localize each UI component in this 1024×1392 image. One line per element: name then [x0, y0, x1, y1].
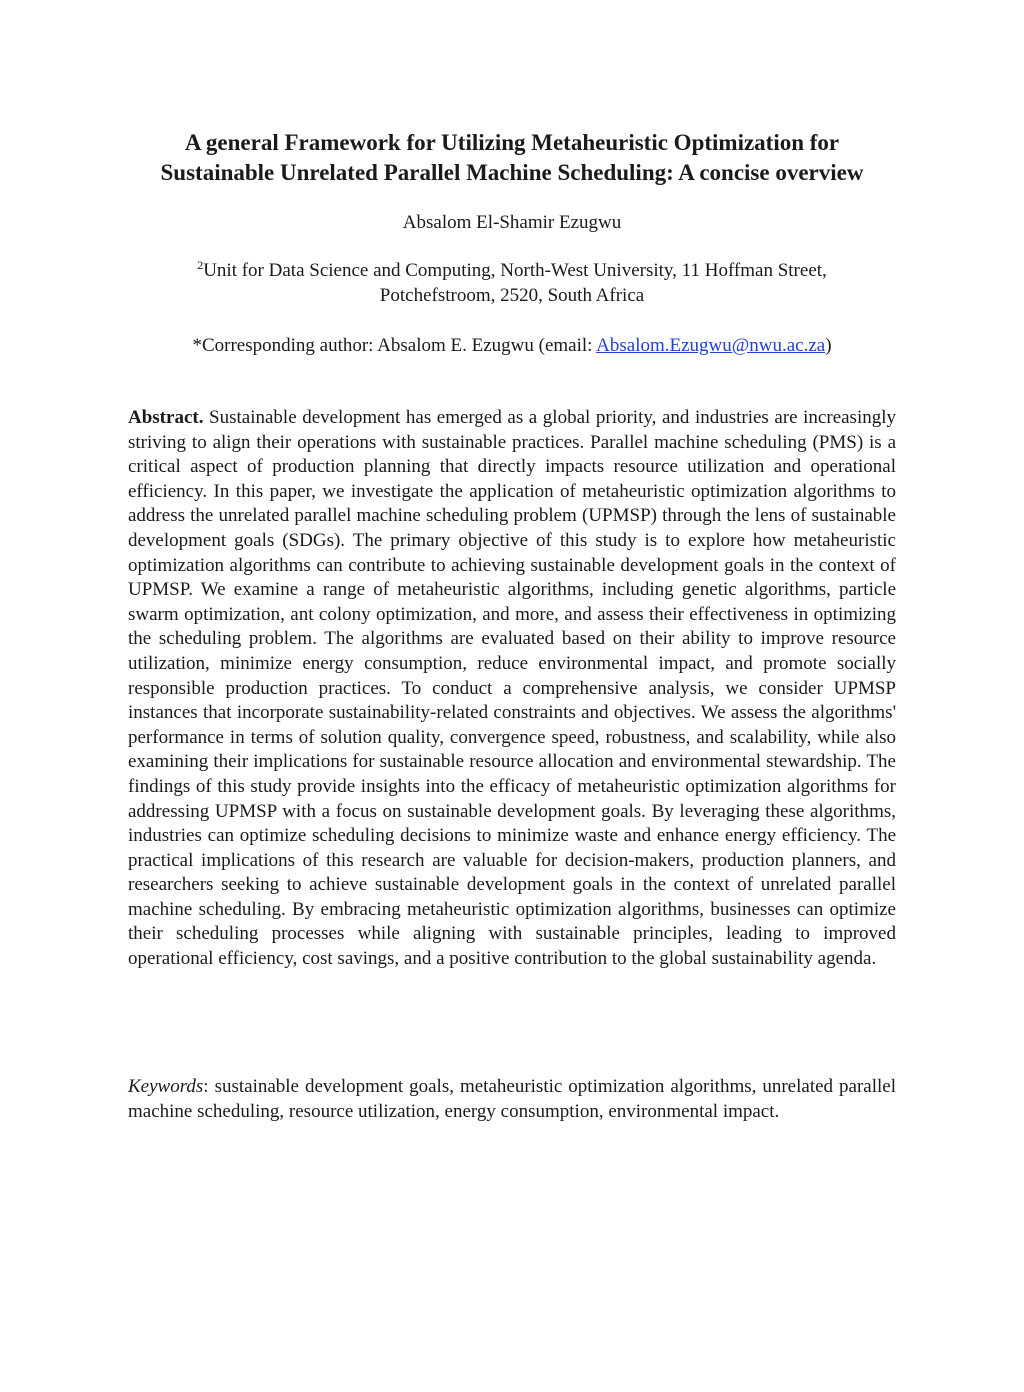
- corresponding-prefix: *Corresponding author: Absalom E. Ezugwu (email:: [192, 335, 597, 356]
- author-name: Absalom El-Shamir Ezugwu: [402, 212, 622, 233]
- title-line-2: Sustainable Unrelated Parallel Machine Scheduling: A concise overview: [160, 160, 864, 185]
- corresponding-suffix: ): [825, 335, 832, 356]
- corresponding-author: [128, 333, 896, 359]
- abstract-text: Sustainable development has emerged as a global priority, and industries are increasingly striving to align their operations with sustainable practices. Parallel machine scheduling (PMS) is a critical aspect of production planning that directly impacts resource utilization and operational efficiency. In this paper, we investigate the application of metaheuristic optimization algorithms to address the unrelated parallel machine scheduling problem (UPMSP) through the lens of sustainable development goals (SDGs). The primary objective of this study is to explore how metaheuristic optimization algorithms can contribute to achieving sustainable development goals in the context of UPMSP. We examine a range of metaheuristic algorithms, including genetic algorithms, particle swarm optimization, ant colony optimization, and more, and assess their effectiveness in optimizing the scheduling problem. The algorithms are evaluated based on their ability to improve resource utilization, minimize energy consumption, reduce environmental impact, and promote socially responsible production practices. To conduct a comprehensive analysis, we consider UPMSP instances that incorporate sustainability-related constraints and objectives. We assess the algorithms' performance in terms of solution quality, convergence speed, robustness, and scalability, while also examining their implications for sustainable resource allocation and environmental stewardship. The findings of this study provide insights into the efficacy of metaheuristic optimization algorithms for addressing UPMSP with a focus on sustainable development goals. By leveraging these algorithms, industries can optimize scheduling decisions to minimize waste and enhance energy efficiency. The practical implications of this research are valuable for decision-makers, production planners, and researchers seeking to achieve sustainable development goals in the context of unrelated parallel machine scheduling. By embracing metaheuristic optimization algorithms, businesses can optimize their scheduling processes while aligning with sustainable principles, leading to improved operational efficiency, cost savings, and a positive contribution to the global sustainability agenda.: [128, 407, 897, 970]
- keywords-label: Keywords: [128, 1076, 204, 1097]
- affiliation-line-1: [128, 258, 896, 283]
- title-line-1: A general Framework for Utilizing Metaheuristic Optimization for: [184, 130, 840, 155]
- abstract-label: Abstract.: [128, 407, 204, 428]
- affiliation-line-2: Potchefstroom, 2520, South Africa: [379, 285, 645, 306]
- abstract: [128, 406, 896, 972]
- affiliation: [128, 258, 896, 308]
- affiliation-line-1-text: Unit for Data Science and Computing, North-West University, 11 Hoffman Street,: [203, 260, 827, 281]
- email-link[interactable]: Absalom.Ezugwu@nwu.ac.za: [596, 335, 826, 356]
- affiliation-superscript: 2: [197, 258, 204, 272]
- paper-title: [108, 128, 916, 188]
- paper-page: [128, 0, 896, 1392]
- keywords: [128, 1075, 896, 1124]
- keywords-text: : sustainable development goals, metaheuristic optimization algorithms, unrelated parallel machine scheduling, resource utilization, energy consumption, environmental impact.: [128, 1076, 896, 1122]
